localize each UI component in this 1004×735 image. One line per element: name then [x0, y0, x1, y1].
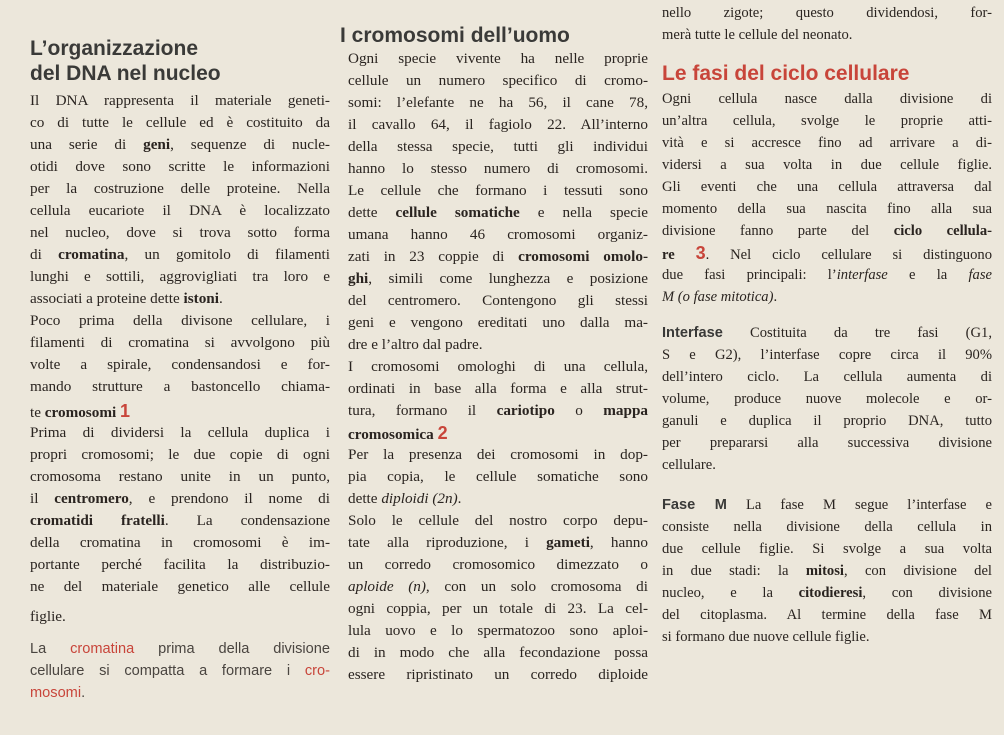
text-line: Gli eventi che una cellula attraversa dal [662, 179, 992, 195]
term-cariotipo: cariotipo [496, 402, 555, 419]
text-line: Interfase Costituita da tre fasi (G1, [662, 325, 992, 341]
caption-line: cellulare si compatta a formare i cro- [30, 663, 330, 679]
text-line: vità e si accresce fino ad arrivare a di- [662, 135, 992, 151]
caption-term-cromosomi: mosomi [30, 685, 82, 701]
term-geni: geni [143, 136, 171, 153]
text-line: ogni coppia, per un totale di 23. La cel- [348, 600, 648, 617]
text-line: della cromatina in cromosomi è im- [30, 534, 330, 551]
text-line: I cromosomi omologhi di una cellula, [348, 358, 648, 375]
caption-line: La cromatina prima della divisione [30, 641, 330, 657]
term-aploide: aploide (n) [348, 578, 426, 595]
lead-interfase: Interfase [662, 325, 723, 341]
text-line: tate alla riproduzione, i gameti, hanno [348, 534, 648, 551]
heading-dna-nucleo: del DNA nel nucleo [30, 62, 221, 85]
text-line: re 3. Nel ciclo cellulare si distinguono [662, 243, 992, 263]
text-line: propri cromosomi; le due copie di ogni [30, 446, 330, 463]
text-line: tura, formano il cariotipo o mappa [348, 402, 648, 419]
term-fase-mitotica: M (o fase mitotica) [662, 289, 774, 305]
text-line: Ogni cellula nasce dalla divisione di [662, 91, 992, 107]
figure-ref-3: 3 [695, 243, 706, 263]
text-line: portante perché facilita la distribuzio- [30, 556, 330, 573]
text-line: due cellule figlie. Si svolge a sua volta [662, 541, 992, 557]
text-line: Ogni specie vivente ha nelle proprie [348, 50, 648, 67]
text-line: in due stadi: la mitosi, con divisione del [662, 563, 992, 579]
text-line: cellulare. [662, 457, 716, 473]
text-line: figlie. [30, 608, 66, 625]
text-line: te cromosomi 1 [30, 401, 130, 421]
figure-ref-2: 2 [437, 423, 448, 443]
text-line [348, 424, 648, 444]
term-citodieresi: citodieresi [798, 585, 863, 601]
lead-fase-m: Fase M [662, 497, 727, 513]
text-line: due fasi principali: l’interfase e la fase [662, 267, 992, 283]
text-line: nucleo, e la citodieresi, con divisione [662, 585, 992, 601]
term-cromosomi: cromosomi [44, 404, 117, 421]
term-istoni: istoni [183, 290, 219, 307]
term-fase: fase [968, 267, 992, 283]
text-line: una serie di geni, sequenze di nucle- [30, 136, 330, 153]
text-line: della stessa specie, tutti gli individui [348, 138, 648, 155]
heading-cromosomi-uomo: I cromosomi dell’uomo [340, 24, 570, 47]
text-line: co di tutte le cellule ed è costituito da [30, 114, 330, 131]
heading-organizzazione: L’organizzazione [30, 37, 199, 60]
text-line: umana hanno 46 cromosomi organiz- [348, 226, 648, 243]
text-line: cellula eucariote il DNA è localizzato [30, 202, 330, 219]
term-cellule-somatiche: cellule somatiche [395, 204, 520, 221]
term-diploidi: diploidi (2n) [381, 490, 458, 507]
text-line: ghi, simili come lunghezza e posizione [348, 270, 648, 287]
text-line: per la costruzione delle proteine. Nella [30, 180, 330, 197]
term-mitosi: mitosi [805, 563, 844, 579]
text-line: un’altra cellula, svolge le proprie atti- [662, 113, 992, 129]
text-line: cromatidi fratelli. La condensazione [30, 512, 330, 529]
text-line: del centromero. Contengono gli stessi [348, 292, 648, 309]
text-line: cellule un numero specifico di cromo- [348, 72, 648, 89]
text-line: il centromero, e prendono il nome di [30, 490, 330, 507]
text-line: per prepararsi alla successiva divisione [662, 435, 992, 451]
caption-line: mosomi. [30, 685, 86, 701]
text-line: otidi dove sono scritte le informazioni [30, 158, 330, 175]
text-line: associati a proteine dette istoni. [30, 290, 223, 307]
text-line: M (o fase mitotica). [662, 289, 778, 305]
text-line: mando strutture a bastoncello chiama- [30, 378, 330, 395]
text-line: Prima di dividersi la cellula duplica i [30, 424, 330, 441]
term-gameti: gameti [546, 534, 590, 551]
text-line: Per la presenza dei cromosomi in dop- [348, 446, 648, 463]
text-line: somi: l’elefante ne ha 56, il cane 78, [348, 94, 648, 111]
term-cromosomica: cromosomica [348, 426, 434, 443]
text-line: volte a spirale, condensandosi e for- [30, 356, 330, 373]
text-line: dette diploidi (2n). [348, 490, 462, 507]
text-line: S e G2), l’interfase copre circa il 90% [662, 347, 992, 363]
text-line: un corredo cromosomico dimezzato o [348, 556, 648, 573]
caption-term-cromatina: cromatina [70, 641, 135, 657]
text-line: pia copia, le cellule somatiche sono [348, 468, 648, 485]
text-line: essere ripristinato un corredo diploide [348, 666, 648, 683]
text-line: filamenti di cromatina si avvolgono più [30, 334, 330, 351]
text-line: Fase M La fase M segue l’interfase e [662, 497, 992, 513]
text-line: cromosoma restano unite in un punto, [30, 468, 330, 485]
text-line: di in modo che alla fecondazione possa [348, 644, 648, 661]
text-line: si formano due nuove cellule figlie. [662, 629, 870, 645]
text-line: aploide (n), con un solo cromosoma di [348, 578, 648, 595]
text-line: hanno lo stesso numero di cromosomi. [348, 160, 648, 177]
text-line: dell’intero ciclo. La cellula aumenta di [662, 369, 992, 385]
text-line: volume, produce nuove molecole e or- [662, 391, 992, 407]
text-line: vidersi a sua volta in due cellule figlie. [662, 157, 992, 173]
text-line: Le cellule che formano i tessuti sono [348, 182, 648, 199]
text-line: del citoplasma. Al termine della fase M [662, 607, 992, 623]
term-centromero: centromero [54, 490, 129, 507]
text-line: divisione fanno parte del ciclo cellula- [662, 223, 993, 239]
text-line: zati in 23 coppie di cromosomi omolo- [348, 248, 648, 265]
text-line: lunghi e sottili, aggrovigliati tra loro e [30, 268, 330, 285]
text-line: ganuli e duplica il proprio DNA, tutto [662, 413, 992, 429]
term-mappa: mappa [603, 402, 648, 419]
text-line: Il DNA rappresenta il materiale geneti- [30, 92, 330, 109]
text-line: momento della sua nascita fino alla sua [662, 201, 992, 217]
term-ciclo-cellulare: ciclo cellula- [893, 223, 993, 239]
text-line: il cavallo 64, il fagiolo 22. All’interno [348, 116, 648, 133]
term-cromatidi-fratelli: cromatidi fratelli [30, 512, 165, 529]
term-cromatina: cromatina [58, 246, 125, 263]
heading-fasi-ciclo: Le fasi del ciclo cellulare [662, 62, 910, 85]
text-line: nello zigote; questo dividendosi, for- [662, 5, 992, 21]
term-cromosomi-omologhi: cromosomi omolo- [518, 248, 648, 265]
text-line: merà tutte le cellule del neonato. [662, 27, 853, 43]
text-line: lula uovo e lo spermatozoo sono aploi- [348, 622, 648, 639]
text-line: di cromatina, un gomitolo di filamenti [30, 246, 330, 263]
text-line: dre e l’altro dal padre. [348, 336, 483, 353]
text-line: consiste nella divisione della cellula in [662, 519, 992, 535]
figure-ref-1: 1 [119, 401, 130, 421]
text-line: Solo le cellule del nostro corpo depu- [348, 512, 648, 529]
text-line: geni e vengono ereditati uno dalla ma- [348, 314, 648, 331]
text-line: ordinati in base alla forma e alla strut- [348, 380, 648, 397]
term-interfase: interfase [836, 267, 888, 283]
text-line: Poco prima della divisone cellulare, i [30, 312, 330, 329]
text-line: dette cellule somatiche e nella specie [348, 204, 648, 221]
text-line: ne del materiale genetico alle cellule [30, 578, 330, 595]
text-line: nel nucleo, dove si trova sotto forma [30, 224, 330, 241]
